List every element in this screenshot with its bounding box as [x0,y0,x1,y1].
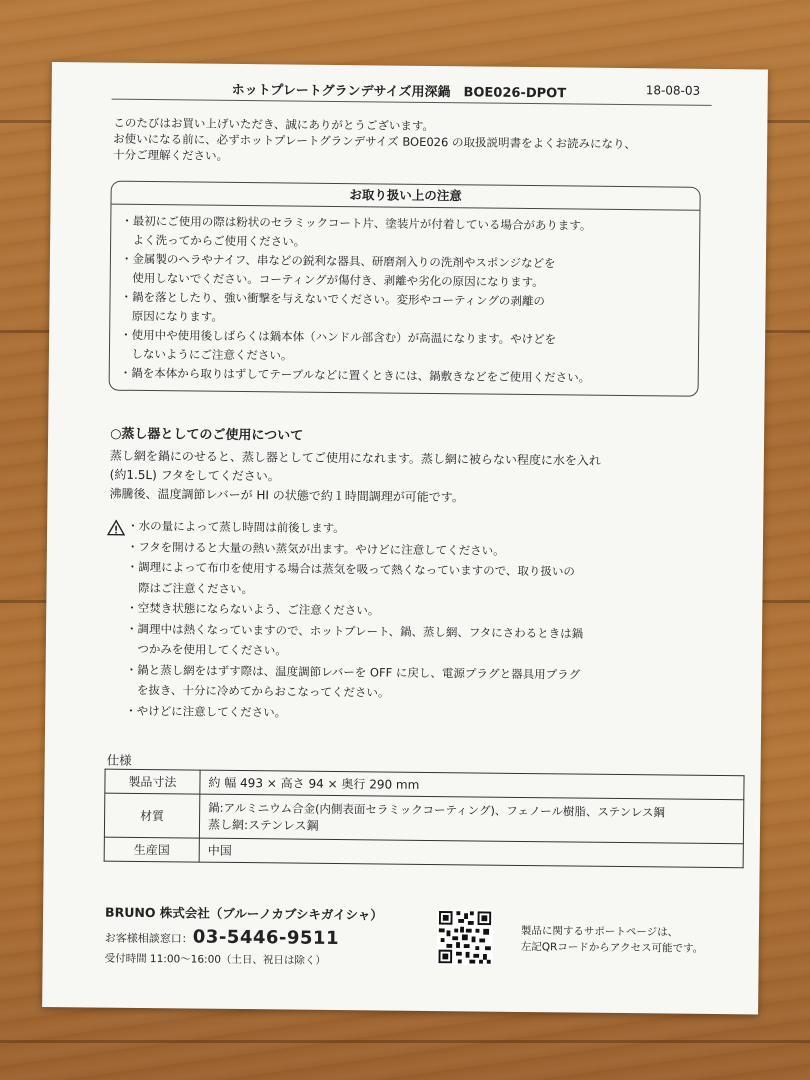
steamer-line: 蒸し網を鍋にのせると、蒸し器としてご使用になれます。蒸し網に被らない程度に水を入れ [109,448,601,468]
steamer-line: 沸騰後、温度調節レバーが HI の状態で約１時間調理が可能です。 [109,486,464,505]
warning-line: を抜き、十分に冷めてからおこなってください。 [125,682,390,700]
spec-key: 生産国 [104,837,199,862]
company-name: BRUNO 株式会社（ブルーノカブシキガイシャ） [105,904,383,923]
warning-line: ・調理によって布巾を使用する場合は蒸気を吸って熱くなっていますので、取り扱いの [126,559,576,579]
caution-list [120,212,694,389]
warning-line: つかみを使用してください。 [125,641,287,658]
steamer-warnings [125,516,727,727]
phone-number: 03-5446-9511 [192,926,340,950]
caution-line: ・金属製のヘラやナイフ、串などの鋭利な器具、研磨剤入りの洗剤やスポンジなどを [120,251,556,271]
intro-line: このたびはお買い上げいただき、誠にありがとうございます。 [113,115,435,134]
caution-line: しないようにご注意ください。 [119,346,293,363]
spec-value [199,794,743,844]
document-date: 18-08-03 [645,83,701,98]
warning-line: 際はご注意ください。 [126,580,254,596]
spec-table [104,769,745,869]
caution-line: 原因になります。 [120,308,224,324]
document-title: ホットプレートグランデサイズ用深鍋 BOE026-DPOT [231,82,567,102]
spec-value-line: 鍋:アルミニウム合金(内側表面セラミックコーティング)、フェノール樹脂、ステンレス鋼 [208,800,666,820]
caution-box [109,181,701,397]
warning-line: ・鍋と蒸し網をはずす際は、温度調節レバーを OFF に戻し、電源プラグと器具用プラグ [125,662,581,682]
caution-line: 使用しないでください。コーティングが傷付き、剥離や劣化の原因になります。 [120,270,544,290]
table-row [104,793,743,844]
caution-line: ・鍋を落としたり、強い衝撃を与えないでください。変形やコーティングの剥離の [120,289,545,309]
caution-line: よく洗ってからご使用ください。 [121,232,306,249]
steamer-heading: ○蒸し器としてのご使用について [110,426,304,444]
warning-line: ・空焚き状態にならないよう、ご注意ください。 [126,600,380,618]
contact-row [105,926,339,949]
phone-label: お客様相談窓口： [104,931,193,946]
warning-line: ・フタを開けると大量の熱い蒸気が出ます。やけどに注意してください。 [126,539,505,558]
intro-line: お使いになる前に、必ずホットプレートグランデサイズ BOE026 の取扱説明書をよくお読みになり、 [113,131,637,152]
intro-line: 十分ご理解ください。 [112,147,229,163]
instruction-sheet [42,62,768,1014]
caution-line: ・使用中や使用後しばらくは鍋本体（ハンドル部含む）が高温になります。やけどを [120,327,557,347]
support-note [521,923,721,957]
spec-value: 約 幅 493 × 高さ 94 × 奥行 290 mm [200,770,744,800]
warning-line: ・調理中は熱くなっていますので、ホットプレート、鍋、蒸し網、フタにさわるときは鍋 [126,621,584,641]
steamer-description [109,447,750,511]
spec-value-line: 蒸し網:ステンレス鋼 [207,817,319,833]
intro-text [113,115,733,169]
spec-value: 中国 [199,838,743,868]
steamer-line: (約1.5L) フタをしてください。 [109,467,280,484]
support-line: 左記QRコードからアクセス可能です。 [520,940,704,955]
spec-label: 仕様 [106,752,132,768]
warning-line: ・やけどに注意してください。 [125,703,287,719]
spec-key: 材質 [104,793,199,838]
caution-line: ・鍋を本体から取りはずしてテーブルなどに置くときには、鍋敷きなどをご使用ください。 [119,365,591,385]
spec-key: 製品寸法 [105,769,200,794]
support-line: 製品に関するサポートページは、 [520,924,679,939]
reception-hours: 受付時間 11:00～16:00（土日、祝日は除く） [104,952,327,967]
caution-title: お取り扱い上の注意 [112,182,700,211]
warning-line: ・水の量によって蒸し時間は前後します。 [127,518,345,536]
warning-triangle-icon [107,520,125,536]
document-header [112,75,712,106]
qr-code-icon[interactable] [437,909,494,966]
caution-line: ・最初にご使用の際は粉状のセラミックコート片、塗装片が付着している場合があります。 [121,213,592,233]
